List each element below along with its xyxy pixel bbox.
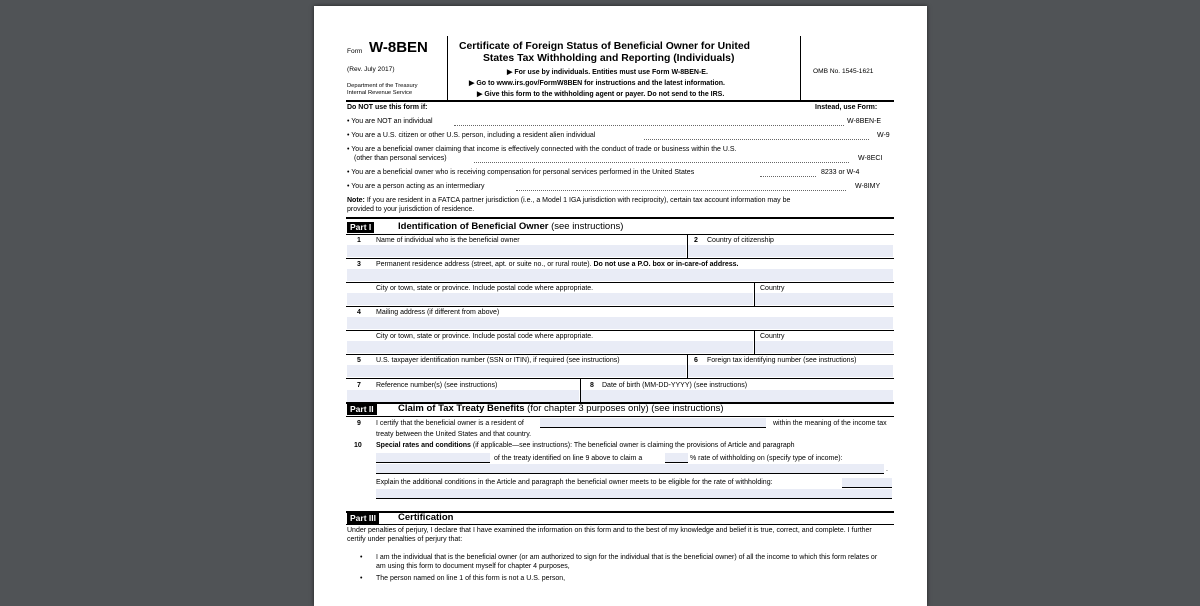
part1-label: Part I	[347, 222, 374, 233]
mailing-address-field[interactable]	[347, 317, 893, 329]
article-paragraph-field[interactable]	[376, 453, 490, 462]
line2-number: 2	[694, 237, 698, 244]
line6-label: Foreign tax identifying number (see instructions)	[707, 357, 857, 364]
line9-text-c: treaty between the United States and that country.	[376, 431, 532, 438]
line8-number: 8	[590, 382, 594, 389]
dont-use-item-3b: (other than personal services)	[354, 155, 447, 162]
city-label: City or town, state or province. Include postal code where appropriate.	[376, 285, 594, 292]
omb-number: OMB No. 1545-1621	[813, 68, 874, 75]
line3-number: 3	[357, 261, 361, 268]
rule	[346, 378, 894, 379]
title-line2: States Tax Withholding and Reporting (Individuals)	[483, 53, 735, 64]
line6-number: 6	[694, 357, 698, 364]
header-bullet3: ▶ Give this form to the withholding agent or payer. Do not send to the IRS.	[477, 91, 725, 98]
residence-address-field[interactable]	[347, 269, 893, 281]
line2-label: Country of citizenship	[707, 237, 774, 244]
country-label: Country	[760, 285, 785, 292]
conditions-field-1[interactable]	[842, 478, 892, 487]
bullet-icon: •	[360, 554, 363, 561]
part1-rule	[346, 217, 894, 219]
line10-text-d: Explain the additional conditions in the Article and paragraph the beneficial owner meets to be eligible for the rate of withholding:	[376, 479, 773, 486]
line10-number: 10	[354, 442, 362, 449]
dept-line2: Internal Revenue Service	[347, 90, 413, 96]
rule	[346, 354, 894, 355]
certification-text-1: Under penalties of perjury, I declare that I have examined the information on this form and to the best of my knowledge and belief it is true, correct, and complete. I further	[347, 527, 872, 534]
form-word: Form	[347, 48, 363, 55]
line9-number: 9	[357, 420, 361, 427]
underline	[665, 462, 688, 463]
line3-label: Permanent residence address (street, apt. or suite no., or rural route). Do not use a P.O. box or in-care-of address.	[376, 261, 739, 268]
underline	[376, 473, 884, 474]
treaty-country-field[interactable]	[540, 418, 766, 427]
line10-text-a: Special rates and conditions (if applicable—see instructions): The beneficial owner is claiming the provisions of Article and paragraph	[376, 442, 795, 449]
part2-title: Claim of Tax Treaty Benefits (for chapter 3 purposes only) (see instructions)	[398, 403, 724, 414]
residence-city-field[interactable]	[347, 293, 753, 305]
dont-use-item-4: • You are a beneficial owner who is receiving compensation for personal services performed in the United States	[347, 169, 695, 176]
underline	[376, 498, 892, 499]
leader-dots	[454, 125, 844, 126]
underline	[376, 462, 490, 463]
line7-number: 7	[357, 382, 361, 389]
cert-bullet-1a: I am the individual that is the beneficial owner (or am authorized to sign for the individual that is the beneficial owner) of all the income to which this form relates or	[376, 554, 878, 561]
cert-bullet-1b: am using this form to document myself for chapter 4 purposes,	[376, 563, 570, 570]
dont-use-item-1: • You are NOT an individual	[347, 118, 433, 125]
residence-country-field[interactable]	[755, 293, 893, 305]
line1-number: 1	[357, 237, 361, 244]
line5-number: 5	[357, 357, 361, 364]
mailing-city-field[interactable]	[347, 341, 753, 353]
line9-text-a: I certify that the beneficial owner is a resident of	[376, 420, 524, 427]
rate-field[interactable]	[665, 453, 688, 462]
country-label-2: Country	[760, 333, 785, 340]
name-field[interactable]	[347, 245, 686, 257]
header-divider-left	[447, 36, 448, 101]
rule	[346, 306, 894, 307]
header-rule	[346, 100, 894, 102]
dont-use-form-2: W-9	[877, 132, 890, 139]
rev-date: (Rev. July 2017)	[347, 66, 395, 73]
line8-label: Date of birth (MM-DD-YYYY) (see instructions)	[602, 382, 748, 389]
dont-use-item-2: • You are a U.S. citizen or other U.S. person, including a resident alien individual	[347, 132, 596, 139]
dont-use-heading: Do NOT use this form if:	[347, 104, 428, 111]
header-bullet2: ▶ Go to www.irs.gov/FormW8BEN for instructions and the latest information.	[469, 80, 725, 87]
dont-use-item-5: • You are a person acting as an intermediary	[347, 183, 485, 190]
part1-title: Identification of Beneficial Owner (see instructions)	[398, 221, 624, 232]
dept-line1: Department of the Treasury	[347, 83, 418, 89]
form-name: W-8BEN	[369, 39, 428, 56]
leader-dots	[644, 139, 869, 140]
line1-label: Name of individual who is the beneficial owner	[376, 237, 520, 244]
title-line1: Certificate of Foreign Status of Beneficial Owner for United	[459, 41, 750, 52]
line10-text-c: % rate of withholding on (specify type of income):	[690, 455, 843, 462]
city-label-2: City or town, state or province. Include postal code where appropriate.	[376, 333, 594, 340]
dont-use-item-3: • You are a beneficial owner claiming that income is effectively connected with the conduct of trade or business within the U.S.	[347, 146, 737, 153]
rule	[346, 234, 894, 235]
citizenship-field[interactable]	[688, 245, 893, 257]
line5-label: U.S. taxpayer identification number (SSN or ITIN), if required (see instructions)	[376, 357, 620, 364]
line4-label: Mailing address (if different from above)	[376, 309, 500, 316]
form-page	[314, 6, 927, 606]
leader-dots	[516, 190, 846, 191]
part3-label: Part III	[347, 513, 379, 524]
note-line1: Note: If you are resident in a FATCA partner jurisdiction (i.e., a Model 1 IGA jurisdiction with reciprocity), certain tax account information may be	[347, 197, 791, 204]
line7-label: Reference number(s) (see instructions)	[376, 382, 498, 389]
foreign-tin-field[interactable]	[688, 365, 893, 377]
dont-use-form-3: W-8ECI	[858, 155, 883, 162]
underline	[540, 427, 766, 428]
leader-dots	[760, 176, 816, 177]
dont-use-form-1: W-8BEN-E	[847, 118, 882, 125]
line10-text-b: of the treaty identified on line 9 above to claim a	[494, 455, 643, 462]
date-of-birth-field[interactable]	[581, 390, 893, 402]
rule	[346, 524, 894, 525]
cert-bullet-2: The person named on line 1 of this form is not a U.S. person,	[376, 575, 566, 582]
header-bullet1: ▶ For use by individuals. Entities must use Form W-8BEN-E.	[507, 69, 708, 76]
leader-dots	[474, 162, 849, 163]
line10-period: .	[886, 466, 888, 473]
rule	[346, 258, 894, 259]
income-type-field[interactable]	[376, 464, 884, 473]
rule	[346, 282, 894, 283]
instead-heading: Instead, use Form:	[815, 104, 878, 111]
certification-text-2: certify under penalties of perjury that:	[347, 536, 463, 543]
underline	[842, 487, 892, 488]
header-divider-right	[800, 36, 801, 101]
dont-use-form-5: W-8IMY	[855, 183, 881, 190]
reference-number-field[interactable]	[347, 390, 579, 402]
bullet-icon: •	[360, 575, 363, 582]
rule	[346, 416, 894, 417]
note-line2: provided to your jurisdiction of residence.	[347, 206, 475, 213]
part2-label: Part II	[347, 404, 377, 415]
line4-number: 4	[357, 309, 361, 316]
rule	[346, 330, 894, 331]
mailing-country-field[interactable]	[755, 341, 893, 353]
line9-text-b: within the meaning of the income tax	[773, 420, 887, 427]
conditions-field-2[interactable]	[376, 489, 892, 498]
part3-title: Certification	[398, 512, 454, 523]
us-tin-field[interactable]	[347, 365, 686, 377]
dont-use-form-4: 8233 or W-4	[821, 169, 860, 176]
